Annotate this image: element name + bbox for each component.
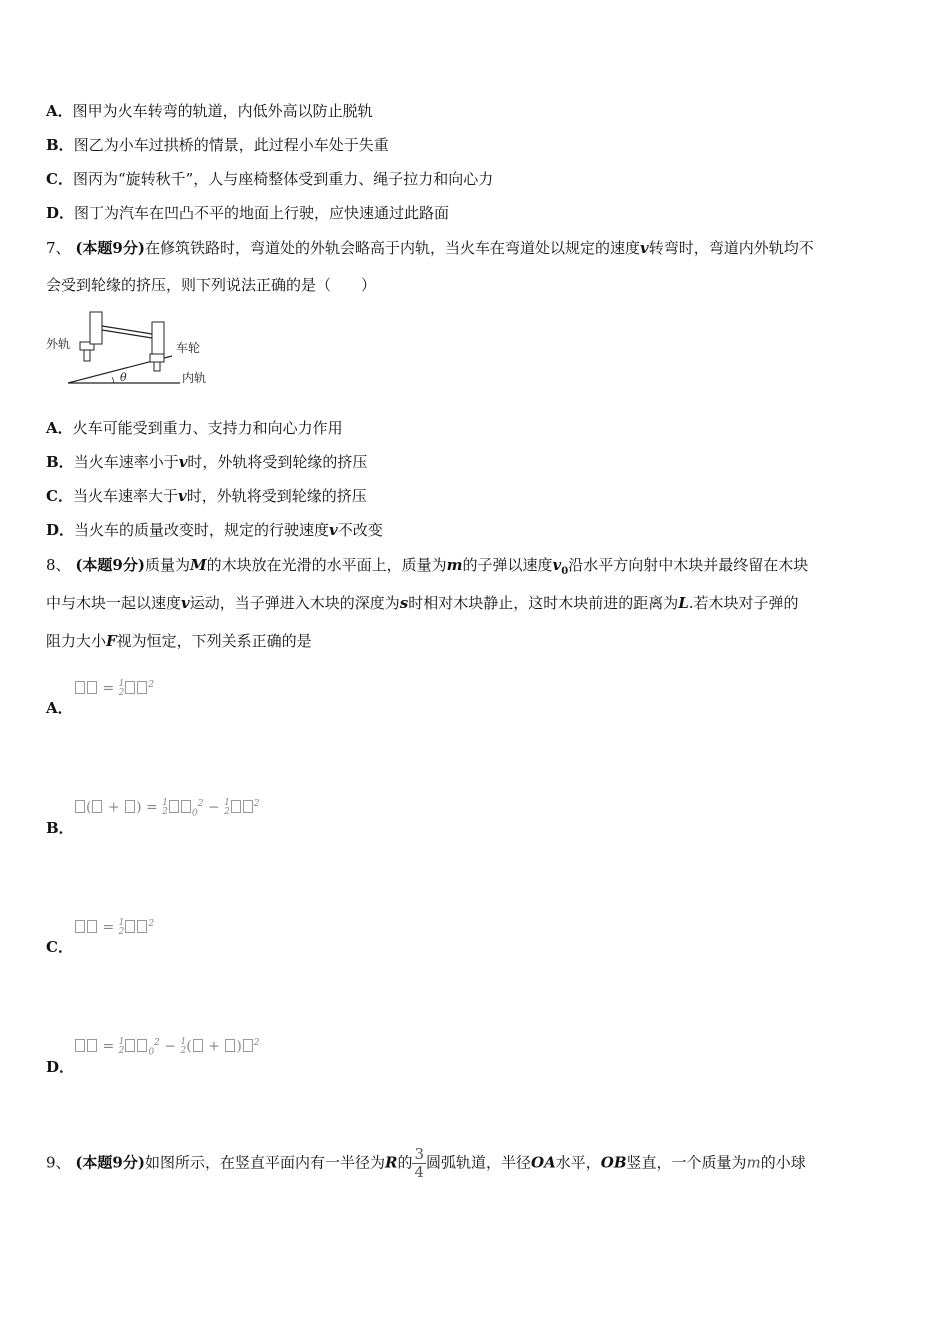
- q9-fraction: [412, 1146, 426, 1181]
- q8-text: 视为恒定，下列关系正确的是: [116, 632, 312, 650]
- q7-option-a-letter: A．: [46, 419, 73, 437]
- q8-text: 时相对木块静止，这时木块前进的距离为: [408, 594, 679, 612]
- frac-den: 2: [224, 806, 230, 817]
- q9-frac-den: 4: [414, 1163, 425, 1181]
- q8-option-b-letter: B．: [46, 819, 74, 837]
- rp: ): [136, 799, 142, 816]
- q8-var-L: L: [678, 594, 689, 612]
- q7-option-c-v: v: [177, 487, 187, 505]
- q7-stem-line1: [46, 238, 814, 258]
- lp: (: [186, 1038, 192, 1055]
- q7-v: v: [639, 239, 649, 257]
- q8-option-d-letter: D．: [46, 1058, 75, 1076]
- frac-num: 1: [118, 1036, 125, 1047]
- q6-option-b: [46, 135, 389, 155]
- q9-var-OB: OB: [600, 1153, 627, 1172]
- minus: −: [164, 1038, 177, 1055]
- wheel-label: 车轮: [176, 341, 201, 355]
- q6-option-d-text: 图丁为汽车在凹凸不平的地面上行驶，应快速通过此路面: [74, 204, 450, 222]
- q8-var-v0: v: [552, 556, 562, 574]
- exp: 2: [253, 799, 260, 809]
- fraction: [119, 1038, 125, 1056]
- lp: (: [86, 799, 92, 816]
- inner-rail-label: 内轨: [182, 371, 207, 385]
- q9-text: 的小球: [760, 1153, 806, 1172]
- q8-var-v0-sub: 0: [561, 566, 569, 577]
- q8-score: (本题9分): [75, 556, 145, 574]
- frac-den: 2: [162, 806, 168, 817]
- outer-rail-web: [84, 350, 90, 361]
- q6-option-a-text: 图甲为火车转弯的轨道，内低外高以防止脱轨: [72, 102, 373, 120]
- q6-option-c-letter: C．: [46, 170, 73, 188]
- sub: 0: [148, 1047, 155, 1058]
- inner-rail-head: [150, 354, 164, 362]
- plus: +: [208, 1038, 220, 1055]
- q8-text: .若木块对子弹的: [688, 594, 799, 612]
- fraction: [119, 680, 125, 698]
- q9-frac-num: 3: [414, 1145, 425, 1163]
- q8-option-c-letter: C．: [46, 938, 73, 956]
- q8-text: 质量为: [144, 556, 190, 574]
- rp: ): [236, 1038, 242, 1055]
- q6-option-b-letter: B．: [46, 136, 74, 154]
- q7-option-a: [46, 418, 343, 438]
- q6-option-c: [46, 169, 493, 189]
- q7-option-d-v: v: [329, 521, 338, 539]
- eq: =: [102, 680, 115, 697]
- frac-den: 2: [118, 687, 125, 698]
- q6-option-b-text: 图乙为小车过拱桥的情景，此过程小车处于失重: [73, 136, 389, 154]
- q7-option-c: [46, 486, 367, 506]
- q7-option-b-text-a: 当火车速率小于: [73, 453, 179, 471]
- q8-formula-d: [74, 1034, 260, 1061]
- q6-option-a: [46, 101, 373, 121]
- exp: 2: [197, 799, 204, 809]
- q8-text: 中与木块一起以速度: [46, 594, 182, 612]
- q7-option-d: [46, 520, 383, 540]
- exp: 2: [148, 680, 155, 690]
- q8-formula-b: [74, 795, 260, 822]
- q9-stem-line1: [46, 1146, 806, 1181]
- frac-den: 2: [118, 1045, 125, 1056]
- frac-num: 1: [118, 678, 125, 689]
- q9-number: 9、: [46, 1153, 71, 1172]
- angle-arc: [112, 377, 114, 383]
- q7-option-b-text-b: 时，外轨将受到轮缘的挤压: [187, 453, 368, 471]
- exp: 2: [253, 1038, 260, 1048]
- q7-option-b: [46, 452, 367, 472]
- q8-stem-line1: [46, 555, 808, 582]
- q8-var-m: m: [446, 556, 463, 574]
- q8-var-s: s: [399, 594, 409, 612]
- q6-option-d: [46, 203, 449, 223]
- frac-num: 1: [162, 797, 168, 808]
- q7-option-c-text-a: 当火车速率大于: [72, 487, 178, 505]
- q8-formula-c: [74, 915, 154, 937]
- axle-bottom: [102, 330, 152, 338]
- q7-option-c-text-b: 时，外轨将受到轮缘的挤压: [186, 487, 367, 505]
- q8-stem-line3: [46, 631, 312, 651]
- q8-option-a-letter: A．: [46, 699, 73, 717]
- railway-curve-figure: [44, 304, 214, 386]
- q8-text: 的木块放在光滑的水平面上，质量为: [206, 556, 447, 574]
- q8-var-v: v: [181, 594, 190, 612]
- q8-text: 运动，当子弹进入木块的深度为: [189, 594, 400, 612]
- q6-option-c-text: 图丙为“旋转秋千”，人与座椅整体受到重力、绳子拉力和向心力: [72, 170, 494, 188]
- sub: 0: [191, 808, 198, 819]
- frac-den: 2: [118, 926, 125, 937]
- eq: =: [102, 919, 115, 936]
- minus: −: [207, 799, 220, 816]
- angle-theta-label: θ: [120, 371, 127, 384]
- axle-top: [102, 326, 152, 334]
- q7-option-c-letter: C．: [46, 487, 73, 505]
- q7-option-d-text-b: 不改变: [337, 521, 383, 539]
- fraction: [224, 799, 230, 817]
- q9-var-m: m: [746, 1153, 761, 1172]
- q9-text: 的: [397, 1153, 413, 1172]
- q9-var-OA: OA: [531, 1153, 556, 1172]
- q8-number: 8、: [46, 556, 71, 574]
- q8-formula-a: [74, 676, 154, 698]
- q8-var-M: M: [189, 556, 207, 574]
- q7-text-b: 转弯时，弯道内外轨均不: [648, 239, 814, 257]
- exp: 2: [148, 919, 155, 929]
- q7-text-a: 在修筑铁路时，弯道处的外轨会略高于内轨，当火车在弯道处以规定的速度: [144, 239, 640, 257]
- q7-option-b-v: v: [178, 453, 188, 471]
- q9-text: 圆弧轨道，半径: [426, 1153, 532, 1172]
- q7-option-d-letter: D．: [46, 521, 75, 539]
- q8-text: 沿水平方向射中木块并最终留在木块: [568, 556, 809, 574]
- inner-rail-web: [154, 362, 160, 371]
- q9-text: 竖直，一个质量为: [626, 1153, 747, 1172]
- q7-score: (本题9分): [75, 239, 145, 257]
- exp: 2: [154, 1038, 160, 1048]
- frac-num: 1: [118, 917, 125, 928]
- q8-stem-line2: [46, 593, 799, 613]
- q8-text: 阻力大小: [46, 632, 107, 650]
- eq: =: [102, 1038, 115, 1055]
- outer-rail-label: 外轨: [46, 337, 71, 351]
- q9-text: 如图所示，在竖直平面内有一半径为: [144, 1153, 385, 1172]
- plus: +: [107, 799, 120, 816]
- q9-text: 水平，: [555, 1153, 601, 1172]
- q9-var-R: R: [384, 1153, 398, 1172]
- q9-score: (本题9分): [75, 1153, 145, 1172]
- fraction: [119, 919, 125, 937]
- q7-stem-line2: 会受到轮缘的挤压，则下列说法正确的是（ ）: [46, 276, 377, 294]
- q7-number: 7、: [46, 239, 71, 257]
- eq: =: [146, 799, 158, 816]
- q7-option-b-letter: B．: [46, 453, 74, 471]
- outer-wheel: [90, 312, 102, 344]
- q7-option-a-text: 火车可能受到重力、支持力和向心力作用: [72, 419, 343, 437]
- q7-option-d-text-a: 当火车的质量改变时，规定的行驶速度: [74, 521, 330, 539]
- q6-option-d-letter: D．: [46, 204, 75, 222]
- frac-num: 1: [224, 797, 230, 808]
- q6-option-a-letter: A．: [46, 102, 73, 120]
- q8-text: 的子弹以速度: [462, 556, 553, 574]
- inner-wheel: [152, 322, 164, 354]
- frac-num: 1: [180, 1036, 187, 1047]
- q8-var-F: F: [106, 632, 117, 650]
- fraction: [162, 799, 168, 817]
- frac-den: 2: [180, 1045, 187, 1056]
